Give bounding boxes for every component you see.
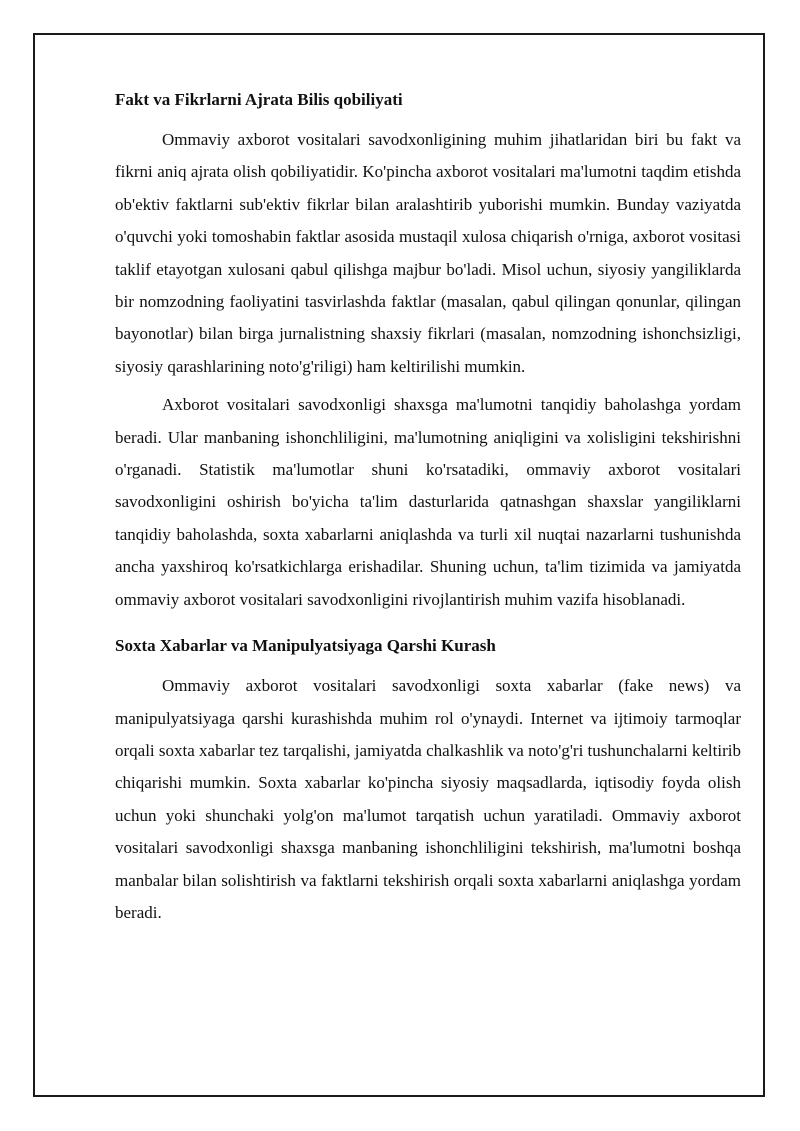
document-body [115, 84, 741, 935]
paragraph: Ommaviy axborot vositalari savodxonligining muhim jihatlaridan biri bu fakt va fikrni aniq ajrata olish qobiliyatidir. Ko'pincha axborot vositalari ma'lumotni taqdim etishda ob'ektiv faktlarni sub'ektiv fikrlar bilan aralashtirib yuborishi mumkin. Bunday vaziyatda o'quvchi yoki tomoshabin faktlar asosida mustaqil xulosa chiqarish o'rniga, axborot vositasi taklif etayotgan xulosani qabul qilishga majbur bo'ladi. Misol uchun, siyosiy yangiliklarda bir nomzodning faoliyatini tasvirlashda faktlar (masalan, qabul qilingan qonunlar, qilingan bayonotlar) bilan birga jurnalistning shaxsiy fikrlari (masalan, nomzodning ishonchsizligi, siyosiy qarashlarining noto'g'riligi) ham keltirilishi mumkin. [115, 130, 741, 376]
paragraph: Axborot vositalari savodxonligi shaxsga ma'lumotni tanqidiy baholashga yordam beradi. Ular manbaning ishonchliligini, ma'lumotning aniqligini va xolisligini tekshirishni o'rganadi. Statistik ma'lumotlar shuni ko'rsatadiki, ommaviy axborot vositalari savodxonligini oshirish bo'yicha ta'lim dasturlarida qatnashgan shaxslar yangiliklarni tanqidiy baholashda, soxta xabarlarni aniqlashda va turli xil nuqtai nazarlarni tushunishda ancha yaxshiroq ko'rsatkichlarga erishadilar. Shuning uchun, ta'lim tizimida va jamiyatda ommaviy axborot vositalari savodxonligini rivojlantirish muhim vazifa hisoblanadi. [115, 395, 741, 609]
section-heading-fake-news: Soxta Xabarlar va Manipulyatsiyaga Qarshi Kurash [115, 636, 496, 656]
section-heading-fact-opinion: Fakt va Fikrlarni Ajrata Bilis qobiliyati [115, 90, 403, 109]
paragraph: Ommaviy axborot vositalari savodxonligi soxta xabarlar (fake news) va manipulyatsiyaga qarshi kurashishda muhim rol o'ynaydi. Internet va ijtimoiy tarmoqlar orqali soxta xabarlar tez tarqalishi, jamiyatda chalkashlik va noto'g'ri tushunchalarni keltirib chiqarishi mumkin. Soxta xabarlar ko'pincha siyosiy maqsadlarda, iqtisodiy foyda olish uchun yoki shunchaki yolg'on ma'lumot tarqatish uchun yaratiladi. Ommaviy axborot vositalari savodxonligi shaxsga manbaning ishonchliligini tekshirish, ma'lumotni boshqa manbalar bilan solishtirish va faktlarni tekshirish orqali soxta xabarlarni aniqlashga yordam beradi. [115, 676, 741, 922]
